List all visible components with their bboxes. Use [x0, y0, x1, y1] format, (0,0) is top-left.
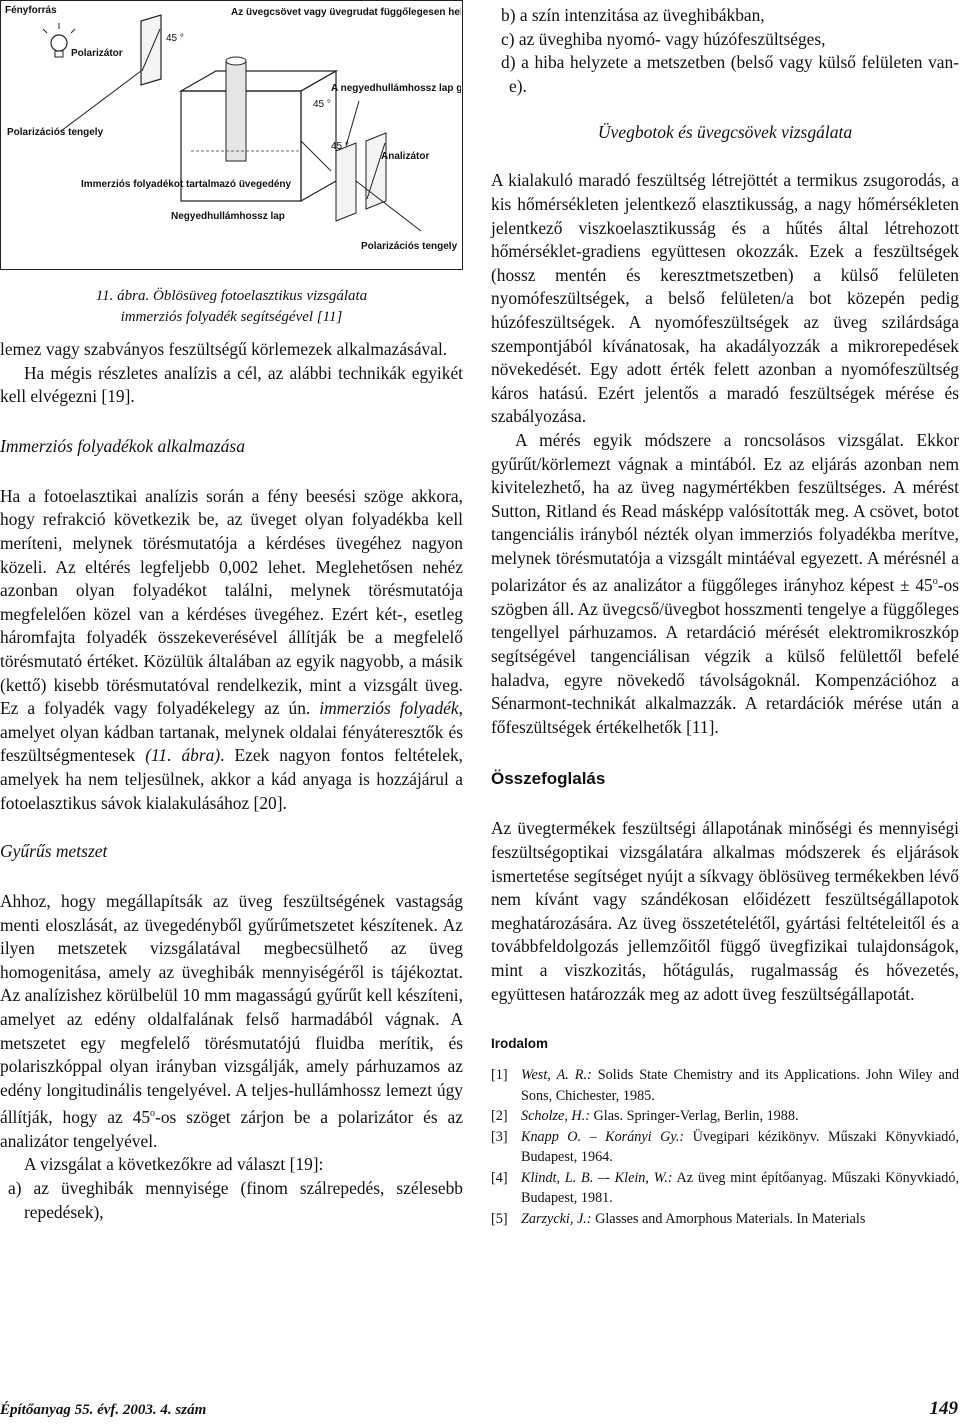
reference-item — [491, 1106, 959, 1127]
figure-caption — [0, 286, 463, 328]
reference-item — [491, 1065, 959, 1106]
reference-number: [3] — [491, 1128, 508, 1145]
polarization-axis-line — [61, 71, 141, 131]
reference-text — [521, 1127, 959, 1168]
reference-title: Solids State Chemistry and its Applications. John Wiley and Sons, Chichester, 1985. — [521, 1067, 960, 1104]
label-polarizer: Polarizátor — [71, 48, 123, 59]
reference-title: Üvegipari kézikönyv. Műszaki Könyvkiadó, Budapest, 1964. — [521, 1128, 960, 1166]
label-quarter-plate: Negyedhullámhossz lap — [171, 211, 285, 222]
list-item: a) az üveghibák mennyisége (finom szálrepedés, szélesebb repedések), — [8, 1178, 463, 1222]
label-analyzer: Analizátor — [381, 151, 430, 162]
paragraph: A vizsgálat a következőkre ad választ [19]: — [24, 1154, 324, 1175]
label-quarter-axis: A negyedhullámhossz lap g — [331, 83, 461, 94]
list-item: c) az üveghiba nyomó- vagy húzófeszültséges, — [501, 28, 826, 49]
caption-line-2: immerziós folyadék segítségével [11] — [120, 309, 343, 325]
reference-number: [1] — [491, 1067, 508, 1084]
figure-11 — [0, 0, 463, 270]
reference-number: [2] — [491, 1108, 508, 1125]
reference-author: Knapp O. – Korányi Gy.: — [521, 1128, 685, 1145]
paragraph: Ha mégis részletes analízis a cél, az alábbi technikák egyikét kell elvégezni [19]. — [0, 362, 463, 407]
reference-title: Az üveg mint építőanyag. Műszaki Könyvkiadó, Budapest, 1981. — [521, 1169, 959, 1207]
reference-text — [521, 1168, 959, 1209]
reference-item — [491, 1127, 959, 1168]
left-text-flow — [0, 338, 463, 1224]
reference-author: Zarzycki, J.: — [521, 1210, 592, 1227]
reference-author: Klindt, L. B. –- Klein, W.: — [521, 1169, 673, 1186]
list-item: b) a szín intenzitása az üveghibákban, — [501, 5, 765, 25]
paragraph: Ha a fotoelasztikai analízis során a fény beesési szöge akkora, hogy refrakció következik be, az üveget olyan folyadékba kell meríteni, melynek törésmutatója a kérdéses üvegéhez nagyon közeli. Az eltérés legfeljebb 0,002 lehet. Meglehetősen nehéz azonban olyan folyadékot találni, melynek törésmutatója megfelelően közel van a kérdéses üvegéhez. Ezért két-, esetleg háromfajta folyadék összekeverésével állítják be a megfelelő törésmutató értéket. Közülük általában az egyik nagyobb, a másik (kettő) kisebb törésmutatóval rendelkezik, mint a vizsgált üveg. Ez a folyadék vagy folyadékelegy az ún. immerziós folyadék, amelyet olyan kádban tartanak, melynek oldalai fényáteresztők és feszültségmentesek (11. ábra). Ezek nagyon fontos feltételek, amelyek ha nem teljesülnek, akkor a kád anyaga is hozzájárul a fotoelasztikus sávok kialakulásához [20]. — [0, 485, 464, 813]
reference-title: Glasses and Amorphous Materials. In Materials — [591, 1210, 866, 1227]
label-immersion-vessel: Immerziós folyadékot tartalmazó üvegedény — [81, 179, 292, 190]
reference-list — [491, 1065, 959, 1229]
label-polarization-axis-2: Polarizációs tengely — [361, 241, 458, 252]
reference-number: [4] — [491, 1169, 508, 1186]
label-angle-1: 45 ° — [166, 33, 184, 44]
reference-text — [521, 1106, 959, 1127]
section-heading: Összefoglalás — [491, 769, 606, 789]
references-heading: Irodalom — [491, 1036, 549, 1052]
list-item: d) a hiba helyzete a metszetben (belső vagy külső felületen van-e). — [501, 52, 959, 96]
reference-item — [491, 1209, 959, 1230]
section-heading: Üvegbotok és üvegcsövek vizsgálata — [597, 122, 853, 143]
right-column — [491, 0, 959, 1229]
label-tube-instruction: Az üvegcsövet vagy üvegrudat függőlegesen he — [231, 7, 460, 18]
paragraph: A kialakuló maradó feszültség létrejöttét a termikus zsugorodás, a kis hőmérsékleten jelentkező elasztikusság, a nagy hőmérsékleten jelentkező viszkoelasztikusság és a hűtés által létrehozott hőmérséklet-gradiens együttesen okozzák. Ezek a feszültségek (hossz mentén és keresztmetszetben) a külső felületen nyomófeszültségek, a belső felületen/a bot közepén pedig húzófeszültségek. A nyomófeszültségek az üveg szilárdsága szempontjából kívánatosak, ha akadályozzák a mikrorepedések növekedését. Egy adott érték felett azonban a nyomófeszültség káros hatású. Ezért jelentős a maradó feszültségek mérése és szabályozása. — [491, 170, 959, 427]
quarter-wave-plate-icon — [336, 143, 356, 221]
paragraph: Ahhoz, hogy megállapítsák az üveg feszültségének vastagság menti eloszlását, az üvegedényből gyűrűmetszetet készítenek. Az ilyen metszetek vizsgálatával megbecsülhető az üveg homogenitása, amely az üveghibák mennyiségéről is tájékoztat. Az analízishez körülbelül 10 mm magasságú gyűrűt kell készíteni, amelyet az edény oldalfalának felső harmadából vágnak. A metszetet egy megfelelő törésmutatójú fluidba merítik, és polariszkóppal olyan irányban vizsgálják, amely párhuzamos az edény longitudinális tengelyével. A teljes-hullámhossz lemezt úgy állítják, hogy az 45$^o$-os szöget zárjon be a polarizátor és az analizátor tengelyével. — [0, 891, 463, 1151]
label-light-source: Fényforrás — [5, 5, 57, 16]
page-number: 149 — [929, 1398, 958, 1419]
section-heading: Gyűrűs metszet — [0, 841, 108, 862]
paragraph: Az üvegtermékek feszültségi állapotának minőségi és mennyiségi feszültségoptikai vizsgálatára alkalmas módszerek és eljárások ismertetése segítséget nyújt a síkvagy öblösüveg termékekben lévő nem kívánt vagy szándékosan előidézett feszültségállapotok meghatározására. Az üveg összetételétől, gyártási feltételeitől és a továbbfeldolgozás jellemzőitől függő üvegfizikai tulajdonságok, mint a viszkozitás, hőtágulás, rugalmasság és hővezetés, együttesen határozzák meg az adott üveg feszültségállapotát. — [491, 818, 959, 1004]
reference-text — [521, 1209, 959, 1230]
section-heading: Immerziós folyadékok alkalmazása — [0, 435, 245, 456]
reference-title: Glas. Springer-Verlag, Berlin, 1988. — [589, 1108, 799, 1125]
label-angle-3: 45 ° — [331, 141, 349, 152]
label-polarization-axis-1: Polarizációs tengely — [7, 127, 104, 138]
reference-author: West, A. R.: — [521, 1067, 592, 1084]
paragraph: A mérés egyik módszere a roncsolásos vizsgálat. Ekkor gyűrűt/körlemezt vágnak a mintából. Ez az eljárás azonban nem kivitelezhető, ha az üveg nagymértékben feszültséges. A mérést Sutton, Ritland és Read másképp valósították meg. A csövet, botot tangenciális irányból nézték olyan immerziós folyadékba merítve, melynek törésmutatója a vizsgált mintáéval egyezett. A mérésnél a polarizátor és az analizátor a függőleges irányhoz képest ± $45^o-os$ szögben áll. Az üvegcső/üvegbot hosszmenti tengelye a függőleges tengellyel párhuzamos. A retardáció mérését elektromikroszkóp segítségével tangenciálisan végzik a külső felülettől befelé haladva, egyre növekedő távolságoknál. Kompenzációhoz a Sénarmont-technikát alkalmazzák. A retardációk mérése után a főfeszültségek értékelhetők [11]. — [491, 429, 959, 737]
paragraph: lemez vagy szabványos feszültségű körlemezek alkalmazásával. — [0, 339, 448, 359]
reference-text — [521, 1065, 959, 1106]
polarizer-icon — [141, 15, 161, 85]
reference-number: [5] — [491, 1210, 508, 1227]
analyzer-icon — [366, 133, 386, 209]
journal-footer: Építőanyag 55. évf. 2003. 4. szám — [0, 1402, 207, 1418]
reference-item — [491, 1168, 959, 1209]
label-angle-2: 45 ° — [313, 99, 331, 110]
photoelastic-setup-diagram — [1, 1, 461, 268]
reference-author: Scholze, H.: — [521, 1108, 590, 1125]
caption-line-1: 11. ábra. Öblösüveg fotoelasztikus vizsgálata — [95, 288, 368, 304]
